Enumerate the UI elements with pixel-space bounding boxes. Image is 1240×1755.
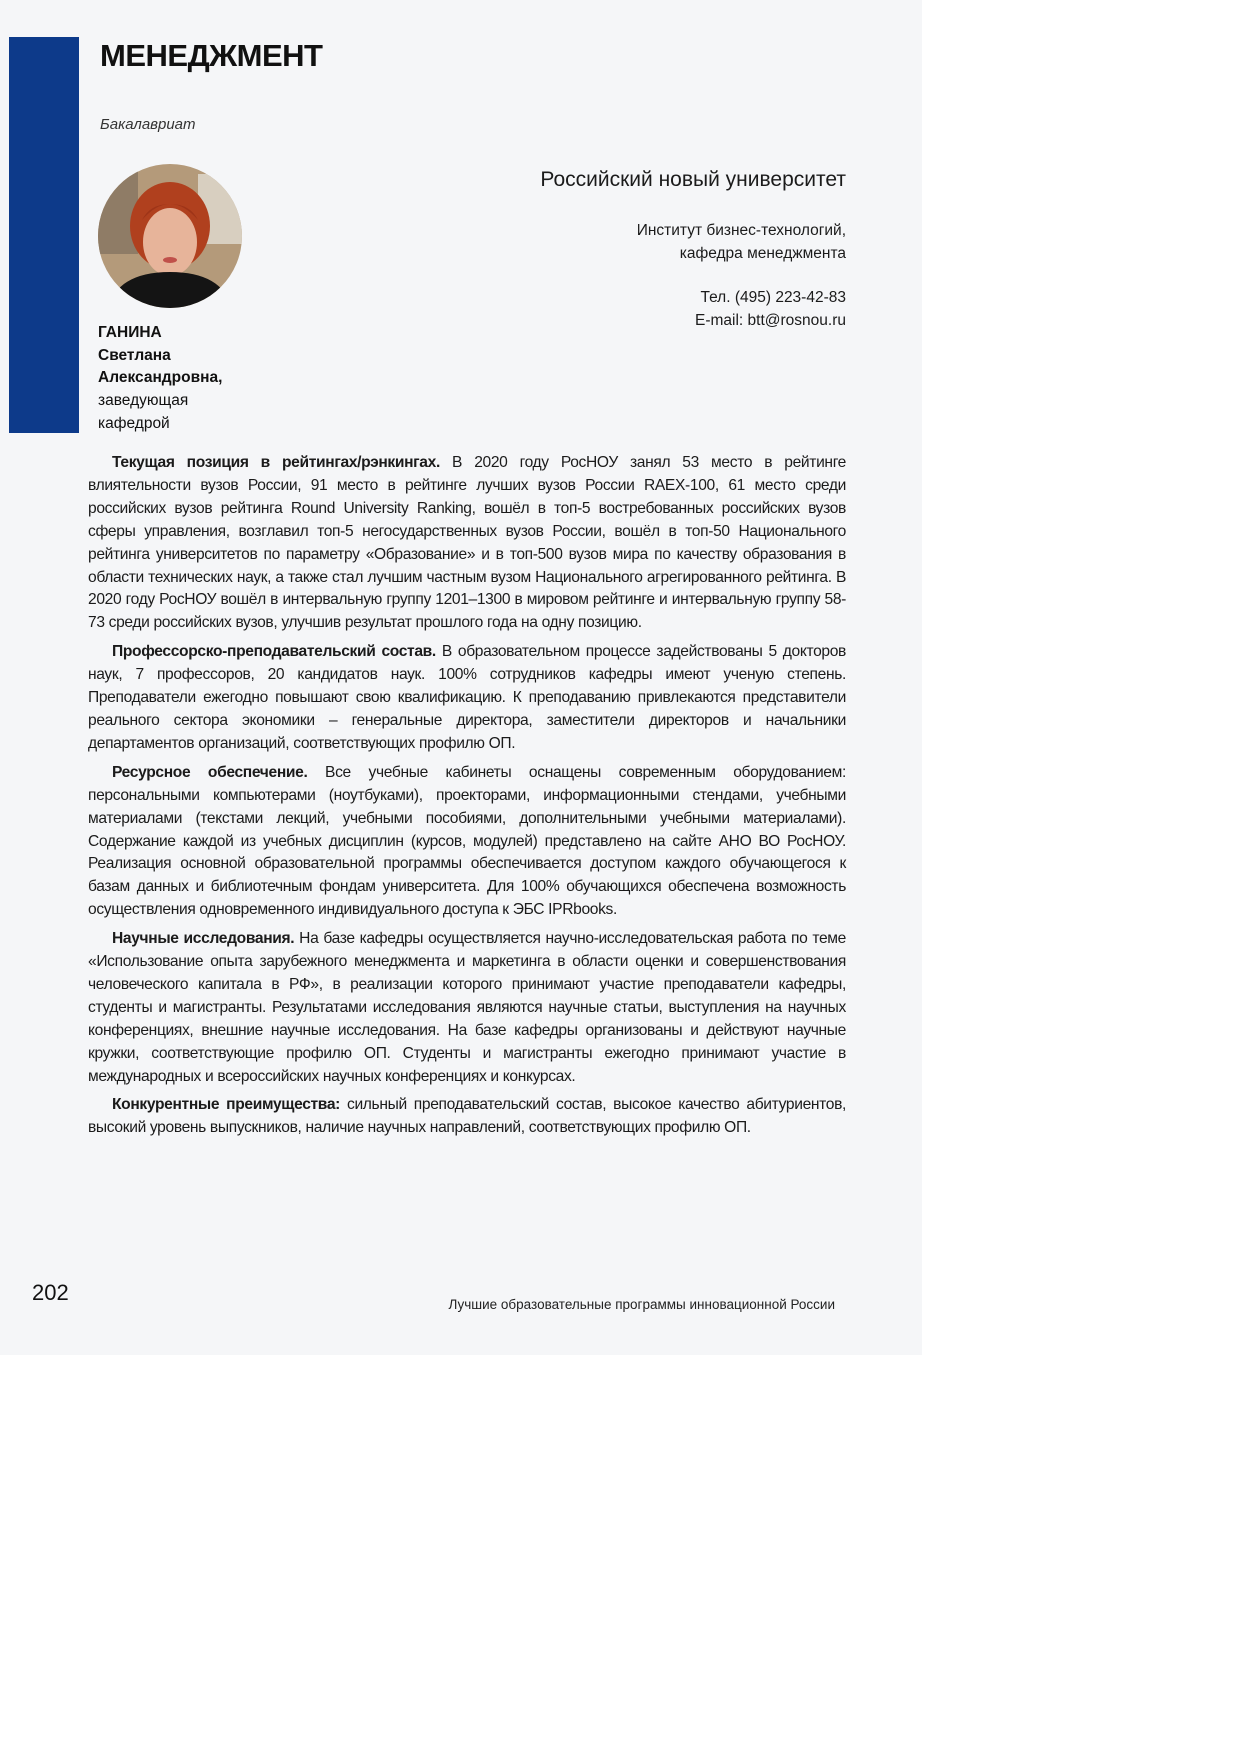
section-text: Все учебные кабинеты оснащены современным оборудованием: персональными компьютерами (ноутбуками), проекторами, информационными стендами, учебными материалами (текстами лекций, учебными пособиями, дополнительными учебными материалами). Содержание каждой из учебных дисциплин (курсов, модулей) представлено на сайте АНО ВО РосНОУ. Реализация основной образовательной программы обеспечивается доступом каждого обучающегося к базам данных и библиотечным фондам университета. Для 100% обучающихся обеспечена возможность осуществления одновременного индивидуального доступа к ЭБС IPRbooks. — [88, 763, 846, 919]
person-position-2: кафедрой — [98, 414, 170, 432]
person-name: Светлана — [98, 346, 171, 364]
department-name: кафедра менеджмента — [679, 245, 846, 262]
contact-block — [695, 286, 846, 332]
section-heading: Конкурентные преимущества: — [112, 1096, 341, 1114]
person-info — [98, 322, 222, 436]
section-advantages — [88, 1094, 846, 1140]
accent-bar — [9, 37, 79, 433]
email[interactable]: E-mail: btt@rosnou.ru — [695, 312, 846, 329]
section-heading: Ресурсное обеспечение. — [112, 763, 308, 781]
section-text: На базе кафедры осуществляется научно-исследовательская работа по теме «Использование опыта зарубежного менеджмента и маркетинга в области оценки и совершенствования человеческого капитала в РФ», в реализации которого принимают участие преподаватели кафедры, студенты и магистранты. Результатами исследования являются научные статьи, выступления на научных конференциях, внешние научные исследования. На базе кафедры организованы и действуют научные кружки, соответствующие профилю ОП. Студенты и магистранты ежегодно принимают участие в международных и всероссийских научных конференциях и конкурсах. — [88, 930, 846, 1085]
phone: Тел. (495) 223-42-83 — [700, 289, 846, 306]
article-body — [88, 452, 846, 1146]
section-text: сильный преподавательский состав, высокое качество абитуриентов, высокий уровень выпускников, наличие научных направлений, соответствующих профилю ОП. — [88, 1096, 847, 1137]
section-heading: Научные исследования. — [112, 930, 295, 948]
person-surname: ГАНИНА — [98, 324, 162, 341]
section-heading: Профессорско-преподавательский состав. — [112, 643, 436, 661]
portrait-photo — [98, 164, 242, 308]
section-heading: Текущая позиция в рейтингах/рэнкингах. — [112, 454, 440, 471]
section-resources — [88, 762, 846, 922]
institute-block — [637, 219, 846, 265]
person-position-1: заведующая — [98, 392, 189, 410]
section-text: В образовательном процессе задействованы 5 докторов наук, 7 профессоров, 20 кандидатов наук. 100% сотрудников кафедры имеют ученую степень. Преподаватели ежегодно повышают свою квалификацию. К преподаванию привлекаются представители реального сектора экономики – генеральные директора, заместители директоров и начальники департаментов организаций, соответствующих профилю ОП. — [88, 643, 846, 752]
publication-title: Лучшие образовательные программы инновационной России — [448, 1297, 835, 1312]
university-name: Российский новый университет — [540, 168, 846, 191]
section-research — [88, 928, 846, 1088]
section-faculty — [88, 641, 846, 756]
page-title: МЕНЕДЖМЕНТ — [100, 38, 323, 73]
person-patronymic: Александровна, — [98, 369, 223, 387]
section-text: В 2020 году РосНОУ занял 53 место в рейтинге влиятельности вузов России, 91 место в рейтинге лучших вузов России RAEX-100, 61 место среди российских вузов рейтинга Round University Ranking, вошёл в топ-5 востребованных российских вузов сферы управления, возглавил топ-5 негосударственных вузов России, вошёл в топ-50 Национального рейтинга университетов по параметру «Образование» и в топ-500 вузов мира по качеству образования в области технических наук, а также стал лучшим частным вузом Национального агрегированного рейтинга. В 2020 году РосНОУ вошёл в интервальную группу 1201–1300 в мировом рейтинге и интервальную группу 58-73 среди российских вузов, улучшив результат прошлого года на одну позицию. — [88, 454, 847, 632]
institute-name: Институт бизнес-технологий, — [636, 222, 846, 239]
section-ratings — [88, 452, 846, 635]
degree-label: Бакалавриат — [100, 116, 196, 133]
page-number: 202 — [32, 1280, 69, 1305]
